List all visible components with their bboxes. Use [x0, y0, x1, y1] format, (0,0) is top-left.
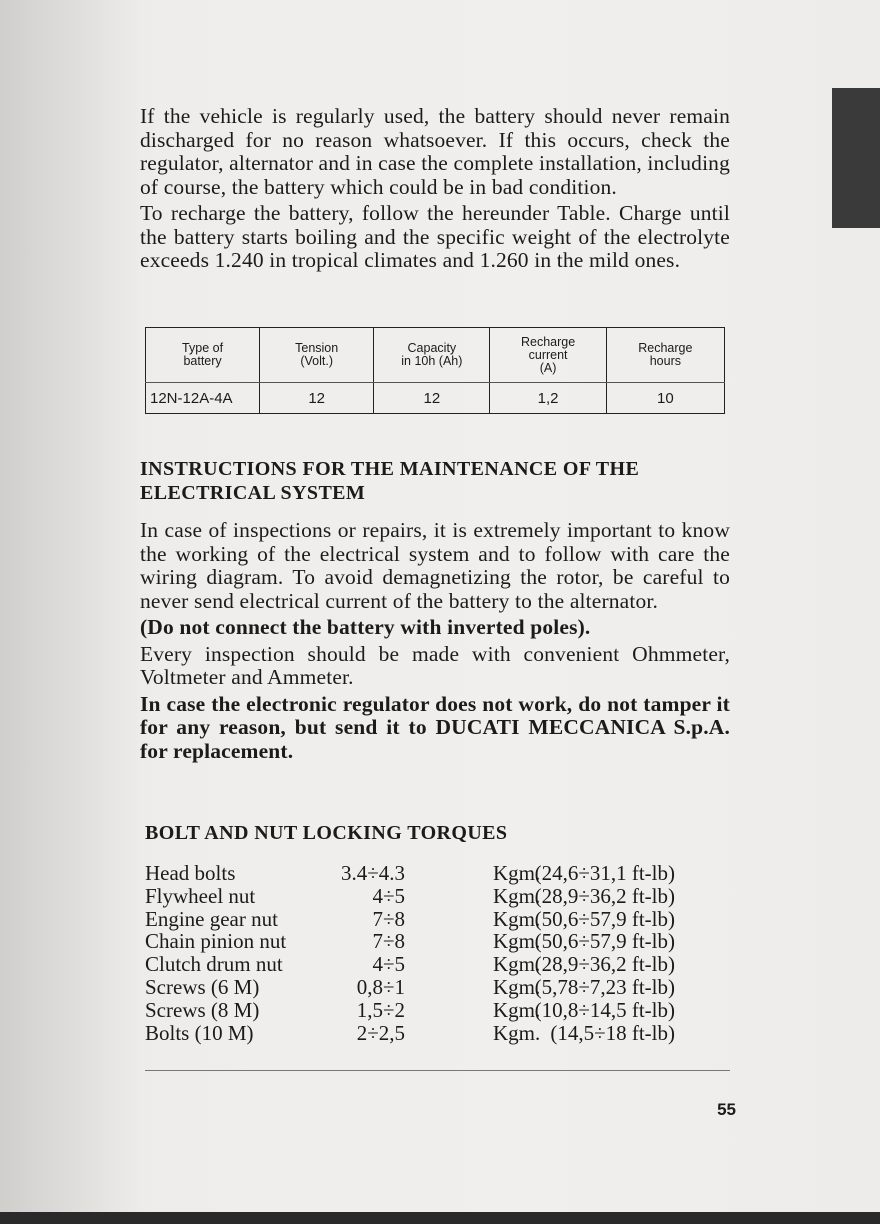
header-line: Type of — [182, 341, 224, 355]
battery-paragraph-1: If the vehicle is regularly used, the battery should never remain discharged for no reason whatsoever. If this occurs, check the regulator, alternator and in case the complete installation, including of course, the battery which could be in bad condition. — [140, 104, 730, 199]
cell-tension: 12 — [260, 383, 374, 414]
electrical-heading: INSTRUCTIONS FOR THE MAINTENANCE OF THE ELECTRICAL SYSTEM — [140, 458, 640, 504]
torque-unit: Kgm. — [493, 1020, 541, 1045]
polarity-warning: (Do not connect the battery with inverted poles). — [140, 615, 591, 639]
torque-ftlb: (10,8÷14,5 ft-lb) — [534, 997, 675, 1022]
regulator-notice: In case the electronic regulator does not work, do not tamper it for any reason, but send it to DUCATI MECCANICA S.p.A. for replacement. — [140, 691, 730, 763]
torque-ftlb: (24,6÷31,1 ft-lb) — [534, 861, 675, 885]
header-line: current — [528, 347, 568, 362]
torque-name: Clutch drum nut — [145, 952, 283, 977]
list-item — [145, 953, 745, 976]
torque-ftlb: (14,5÷18 ft-lb) — [550, 1020, 675, 1045]
list-item — [145, 999, 745, 1022]
electrical-paragraph-1: In case of inspections or repairs, it is extremely important to know the working of the electrical system and to follow with care the wiring diagram. To avoid demagnetizing the rotor, be careful to never send electrical current of the battery to the alternator. — [140, 518, 730, 613]
list-item — [145, 862, 745, 885]
header-line: hours — [649, 354, 681, 368]
page-bottom-edge — [0, 1212, 880, 1224]
footer-divider — [145, 1070, 730, 1071]
cell-recharge-current: 1,2 — [490, 383, 606, 414]
torque-name: Chain pinion nut — [145, 929, 287, 954]
header-recharge-current — [490, 328, 606, 383]
torque-unit: Kgm. — [493, 906, 541, 931]
header-line: Recharge — [638, 341, 693, 355]
torque-value: 1,5÷2 — [356, 997, 405, 1022]
header-line: (A) — [539, 360, 557, 375]
electrical-paragraph-2: Every inspection should be made with convenient Ohmmeter, Voltmeter and Ammeter. — [140, 641, 730, 689]
torque-name: Head bolts — [145, 861, 236, 885]
cell-recharge-hours: 10 — [606, 383, 724, 414]
torque-value: 2÷2,5 — [356, 1020, 405, 1045]
battery-recharge-table — [145, 327, 725, 414]
torque-ftlb: (28,9÷36,2 ft-lb) — [534, 952, 675, 977]
torque-name: Screws (6 M) — [145, 974, 260, 999]
list-item — [145, 885, 745, 908]
torque-name: Flywheel nut — [145, 883, 256, 908]
torque-value: 4÷5 — [372, 952, 405, 977]
torque-value: 3.4÷4.3 — [340, 861, 405, 885]
header-line: Capacity — [407, 341, 457, 355]
torque-heading: BOLT AND NUT LOCKING TORQUES — [145, 822, 508, 844]
torque-ftlb: (28,9÷36,2 ft-lb) — [534, 883, 675, 908]
torque-ftlb: (50,6÷57,9 ft-lb) — [534, 929, 675, 954]
header-recharge-hours — [606, 328, 724, 383]
torque-ftlb: (5,78÷7,23 ft-lb) — [534, 974, 675, 999]
header-tension — [260, 328, 374, 383]
torque-value: 7÷8 — [372, 929, 405, 954]
header-line: in 10h (Ah) — [401, 354, 463, 368]
torque-name: Engine gear nut — [145, 906, 278, 931]
torque-unit: Kgm. — [493, 997, 541, 1022]
torque-unit: Kgm. — [493, 861, 541, 885]
torque-value: 4÷5 — [372, 883, 405, 908]
header-line: (Volt.) — [300, 354, 333, 368]
header-line: Recharge — [520, 334, 576, 349]
thumb-index-tab — [832, 88, 880, 228]
header-line: battery — [183, 354, 222, 368]
list-item — [145, 976, 745, 999]
table-header-row — [146, 328, 725, 383]
header-line: Tension — [295, 341, 339, 355]
torque-unit: Kgm. — [493, 929, 541, 954]
torque-unit: Kgm. — [493, 883, 541, 908]
torque-heading-block — [145, 821, 735, 845]
cell-battery-type: 12N-12A-4A — [146, 383, 260, 414]
spine-shadow — [0, 0, 140, 1224]
torque-value: 7÷8 — [372, 906, 405, 931]
header-capacity — [374, 328, 490, 383]
list-item — [145, 1022, 745, 1045]
torque-name: Bolts (10 M) — [145, 1020, 254, 1045]
torque-value: 0,8÷1 — [356, 974, 405, 999]
torque-list — [145, 862, 745, 1044]
torque-ftlb: (50,6÷57,9 ft-lb) — [534, 906, 675, 931]
torque-unit: Kgm. — [493, 952, 541, 977]
battery-text-block — [140, 105, 730, 273]
list-item — [145, 930, 745, 953]
torque-unit: Kgm. — [493, 974, 541, 999]
battery-paragraph-2: To recharge the battery, follow the hereunder Table. Charge until the battery starts boiling and the specific weight of the electrolyte exceeds 1.240 in tropical climates and 1.260 in the mild ones. — [140, 201, 730, 272]
page-number: 55 — [717, 1100, 736, 1119]
electrical-section — [140, 457, 730, 763]
torque-name: Screws (8 M) — [145, 997, 260, 1022]
table-row — [146, 383, 725, 414]
header-type-of-battery — [146, 328, 260, 383]
list-item — [145, 908, 745, 931]
cell-capacity: 12 — [374, 383, 490, 414]
